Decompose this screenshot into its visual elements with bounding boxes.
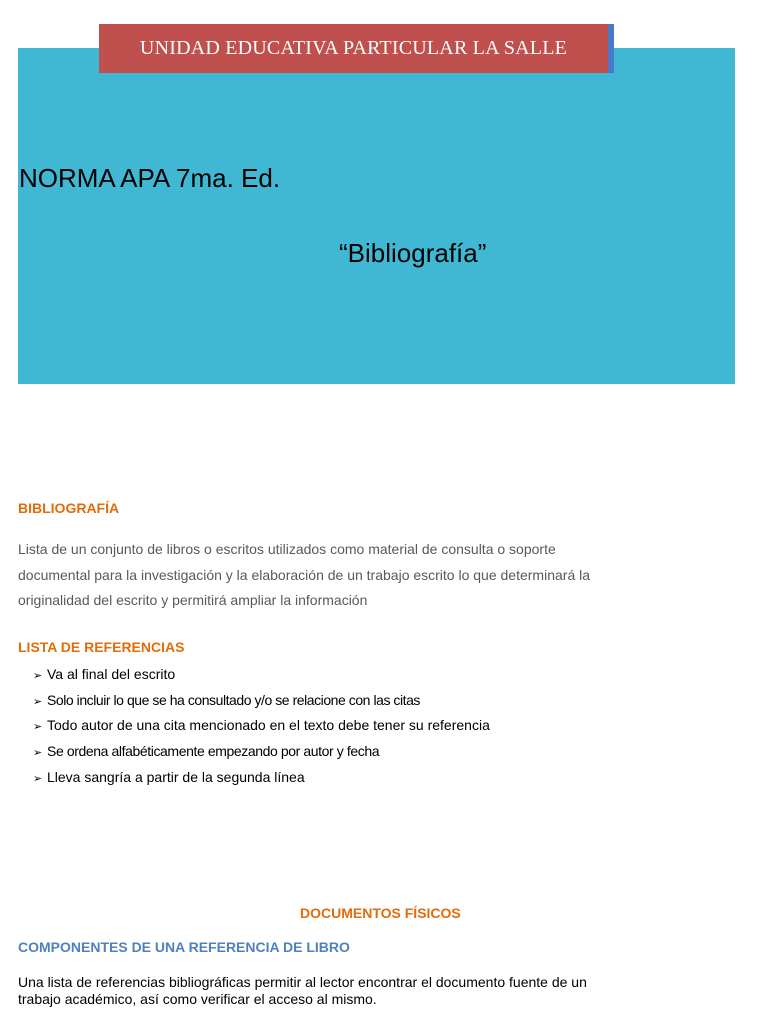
cover-hero-panel: [18, 48, 735, 384]
school-name-banner: [99, 24, 608, 73]
list-item-text: Se ordena alfabéticamente empezando por autor y fecha: [47, 743, 380, 760]
list-item-text: Todo autor de una cita mencionado en el texto debe tener su referencia: [47, 717, 490, 734]
list-item: [33, 688, 490, 714]
documentos-heading: DOCUMENTOS FÍSICOS: [300, 905, 461, 921]
document-title: NORMA APA 7ma. Ed.: [19, 163, 281, 193]
arrowhead-bullet-icon: ➢: [33, 772, 43, 785]
document-subtitle: “Bibliografía”: [339, 238, 487, 268]
list-item-text: Solo incluir lo que se ha consultado y/o se relacione con las citas: [47, 691, 420, 708]
school-name: UNIDAD EDUCATIVA PARTICULAR LA SALLE: [139, 37, 568, 59]
list-item: [33, 713, 490, 739]
documentos-description: Una lista de referencias bibliográficas permitir al lector encontrar el documento fuente de un trabajo académico, así como verificar el acceso al mismo.: [18, 974, 587, 1007]
list-item: [33, 662, 490, 688]
arrowhead-bullet-icon: ➢: [33, 670, 43, 682]
referencias-list: [33, 662, 490, 790]
referencias-heading: LISTA DE REFERENCIAS: [18, 639, 185, 655]
arrowhead-bullet-icon: ➢: [33, 747, 43, 760]
arrowhead-bullet-icon: ➢: [33, 721, 43, 734]
arrowhead-bullet-icon: ➢: [33, 695, 43, 708]
list-item-text: Va al final del escrito: [47, 666, 176, 682]
list-item: [33, 765, 490, 791]
list-item-text: Lleva sangría a partir de la segunda línea: [47, 768, 305, 785]
list-item: [33, 739, 490, 765]
bibliografia-heading: BIBLIOGRAFÍA: [18, 500, 120, 516]
componentes-heading: COMPONENTES DE UNA REFERENCIA DE LIBRO: [18, 939, 350, 955]
bibliografia-description: Lista de un conjunto de libros o escritos utilizados como material de consulta o soporte documental para la investigación y la elaboración de un trabajo escrito lo que determinará la originalidad del escrito y permitirá ampliar la información: [18, 541, 591, 608]
